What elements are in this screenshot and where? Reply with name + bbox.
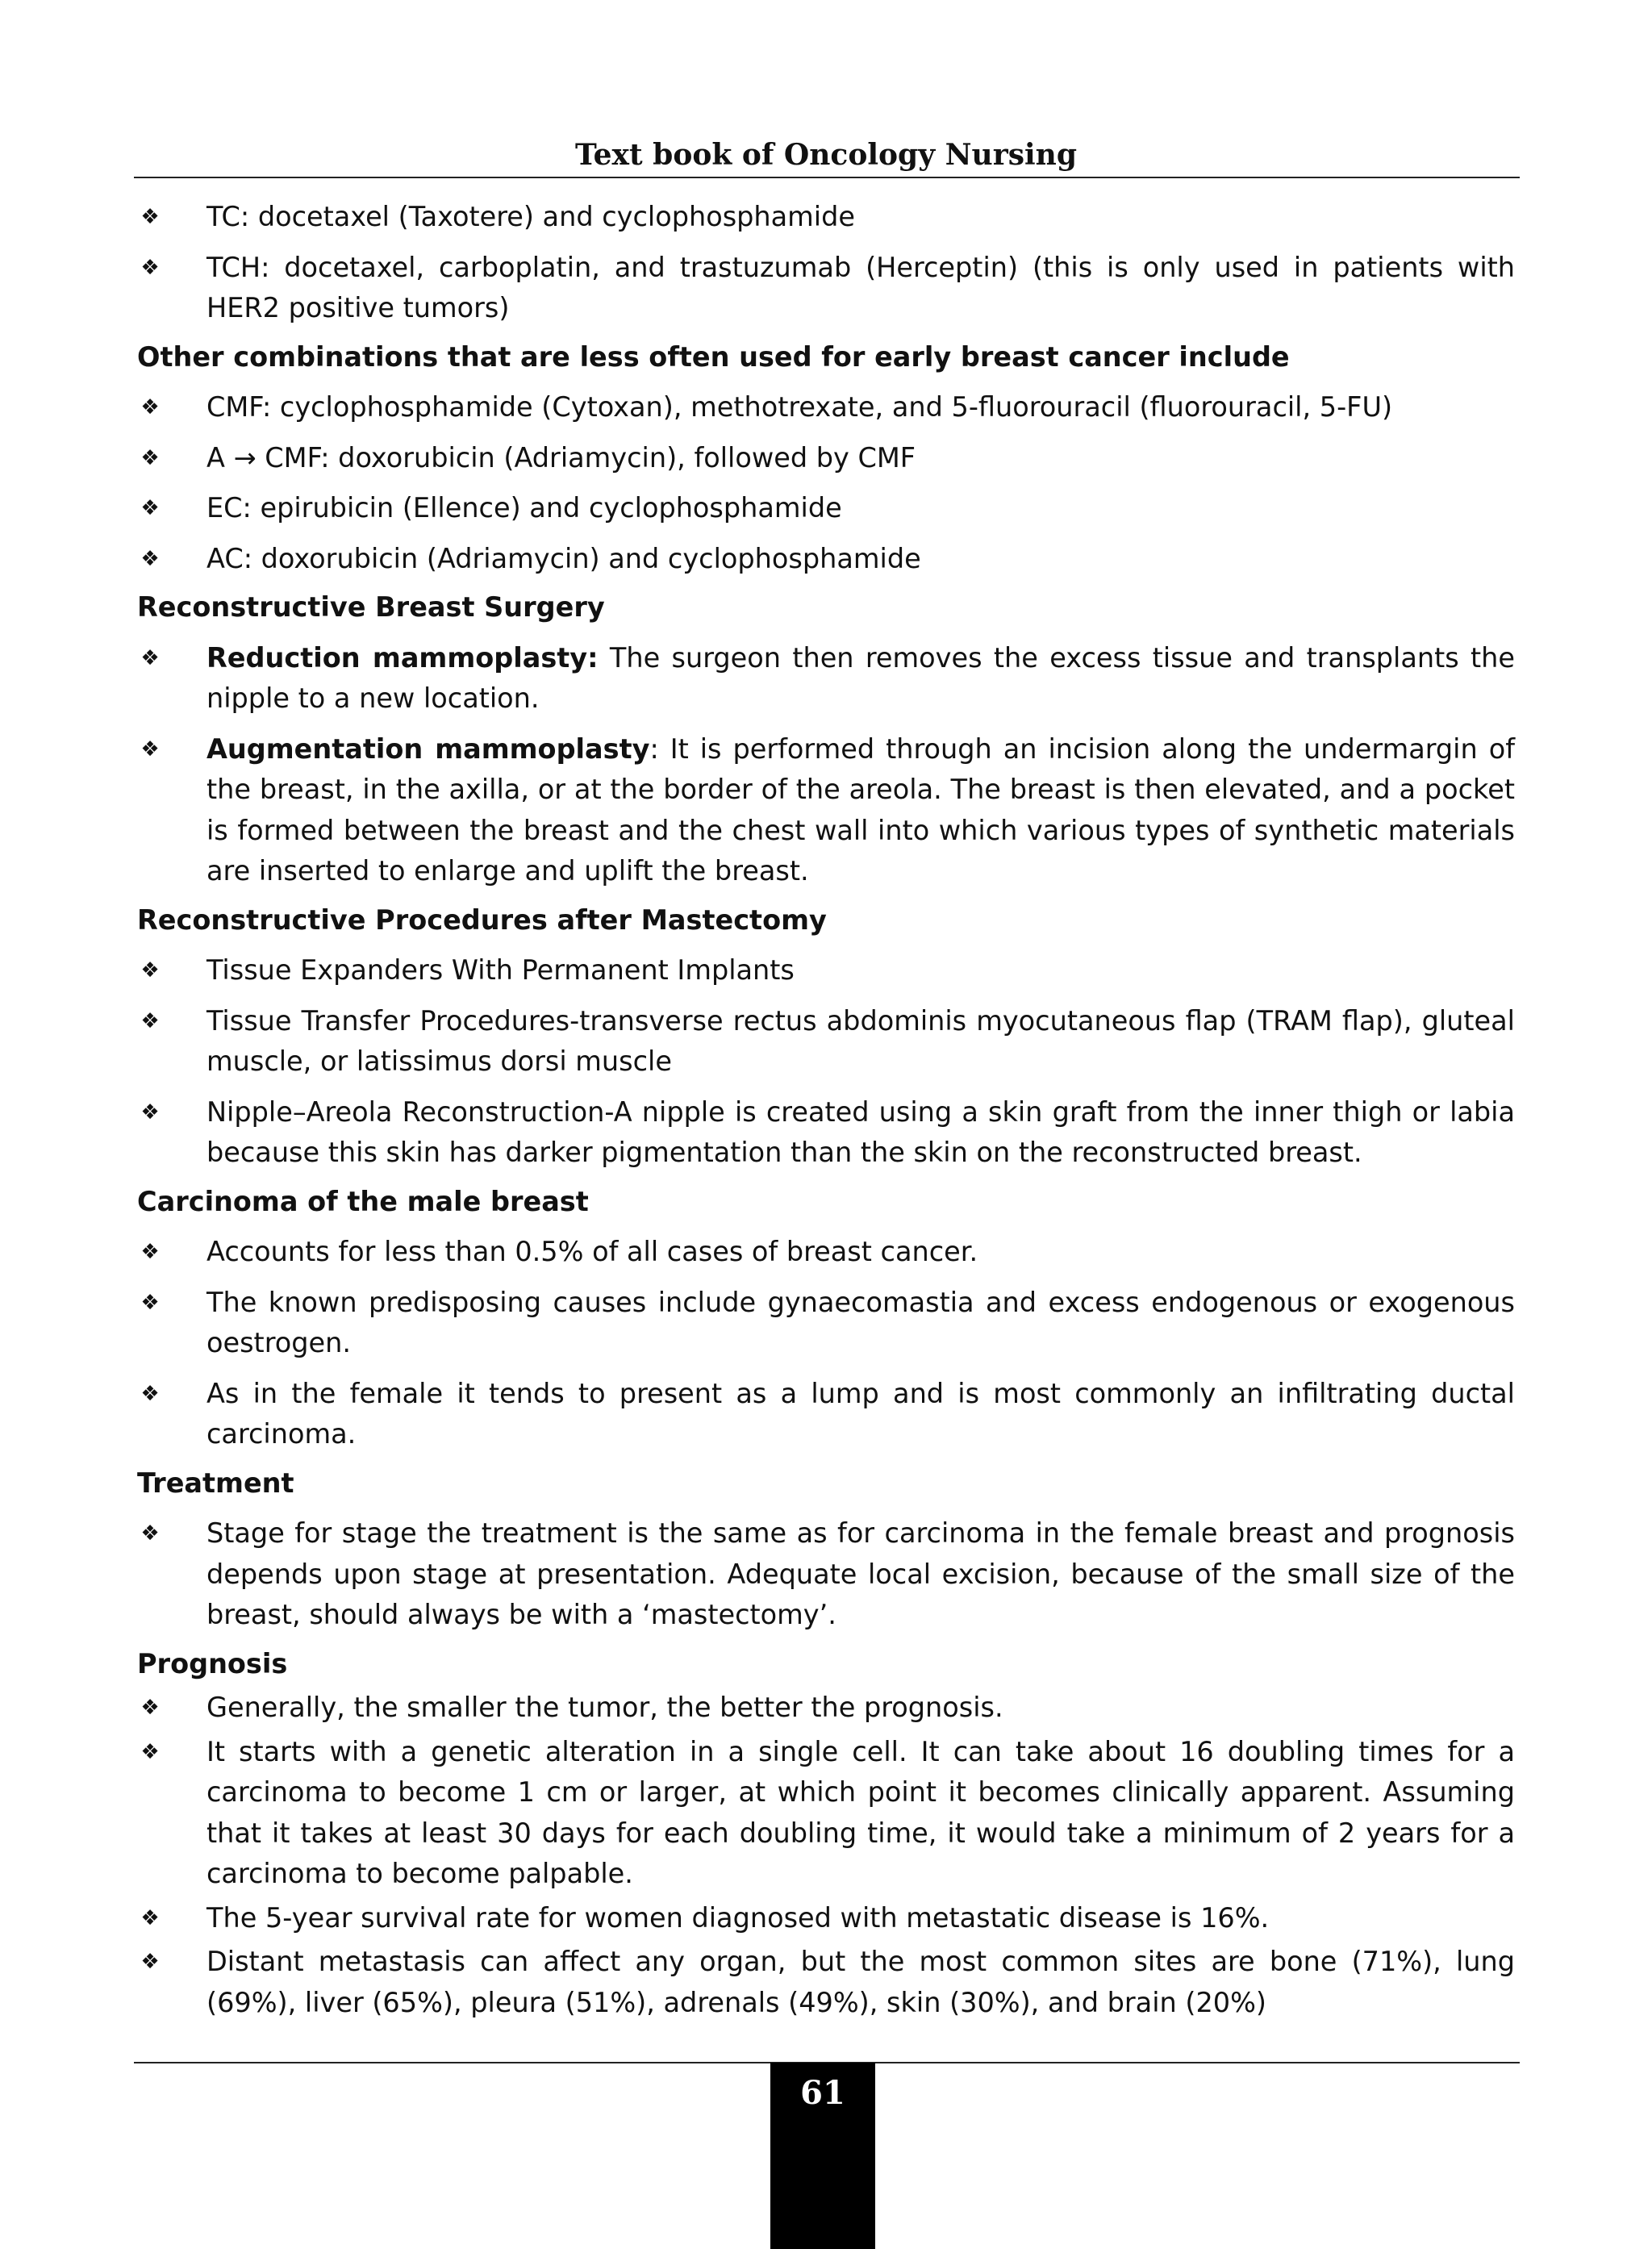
male-breast-list bbox=[137, 1232, 1515, 1455]
list-item: ❖ Generally, the smaller the tumor, the better the prognosis. bbox=[137, 1688, 1515, 1729]
page-number: 61 bbox=[800, 2074, 845, 2112]
diamond-bullet-icon: ❖ bbox=[140, 496, 160, 520]
treatment-list bbox=[137, 1513, 1515, 1636]
diamond-bullet-icon: ❖ bbox=[140, 205, 160, 229]
list-item: ❖ The 5-year survival rate for women diagnosed with metastatic disease is 16%. bbox=[137, 1898, 1515, 1939]
list-item: ❖ Tissue Expanders With Permanent Implants bbox=[137, 950, 1515, 991]
header-rule bbox=[134, 177, 1520, 178]
list-item: ❖ Distant metastasis can affect any organ, but the most common sites are bone (71%), lung (69%), liver (65%), pleura (51%), adrenals (49%), skin (30%), and brain (20%) bbox=[137, 1942, 1515, 2023]
section-heading-reconstructive-procedures: Reconstructive Procedures after Mastectomy bbox=[137, 903, 827, 936]
diamond-bullet-icon: ❖ bbox=[140, 1905, 160, 1930]
page-number-box bbox=[770, 2063, 875, 2249]
section-heading-treatment: Treatment bbox=[137, 1467, 294, 1499]
regimen-list-1 bbox=[137, 197, 1515, 329]
diamond-bullet-icon: ❖ bbox=[140, 1008, 160, 1033]
diamond-bullet-icon: ❖ bbox=[140, 1240, 160, 1264]
diamond-bullet-icon: ❖ bbox=[140, 736, 160, 761]
diamond-bullet-icon: ❖ bbox=[140, 1290, 160, 1315]
diamond-bullet-icon: ❖ bbox=[140, 958, 160, 983]
surgery-list bbox=[137, 638, 1515, 892]
diamond-bullet-icon: ❖ bbox=[140, 1739, 160, 1764]
diamond-bullet-icon: ❖ bbox=[140, 1696, 160, 1720]
diamond-bullet-icon: ❖ bbox=[140, 645, 160, 670]
regimen-list-2 bbox=[137, 387, 1515, 579]
list-item: ❖ Augmentation mammoplasty: It is performed through an incision along the undermargin of the breast, in the axilla, or at the border of the areola. The breast is then elevated, and a pocket is formed between the breast and the chest wall into which various types of synthetic materials are inserted to enlarge and uplift the breast. bbox=[137, 729, 1515, 892]
diamond-bullet-icon: ❖ bbox=[140, 1521, 160, 1546]
list-item: ❖ It starts with a genetic alteration in a single cell. It can take about 16 doubling times for a carcinoma to become 1 cm or larger, at which point it becomes clinically apparent. Assuming that it takes at least 30 days for each doubling time, it would take a minimum of 2 years for a carcinoma to become palpable. bbox=[137, 1732, 1515, 1895]
term-label: Reduction mammoplasty: bbox=[206, 641, 599, 674]
list-item: ❖ TCH: docetaxel, carboplatin, and trastuzumab (Herceptin) (this is only used in patients with HER2 positive tumors) bbox=[137, 248, 1515, 329]
list-item: ❖ Stage for stage the treatment is the same as for carcinoma in the female breast and prognosis depends upon stage at presentation. Adequate local excision, because of the small size of the breast, should always be with a ‘mastectomy’. bbox=[137, 1513, 1515, 1636]
section-heading-male-breast: Carcinoma of the male breast bbox=[137, 1185, 589, 1217]
prognosis-list bbox=[137, 1688, 1515, 2023]
list-item: ❖ TC: docetaxel (Taxotere) and cyclophosphamide bbox=[137, 197, 1515, 238]
list-item: ❖ EC: epirubicin (Ellence) and cyclophosphamide bbox=[137, 488, 1515, 529]
diamond-bullet-icon: ❖ bbox=[140, 445, 160, 470]
page-content bbox=[137, 187, 1515, 2023]
procedures-list bbox=[137, 950, 1515, 1174]
list-item: ❖ Nipple–Areola Reconstruction-A nipple is created using a skin graft from the inner thigh or labia because this skin has darker pigmentation than the skin on the reconstructed breast. bbox=[137, 1092, 1515, 1174]
list-item: ❖ A → CMF: doxorubicin (Adriamycin), followed by CMF bbox=[137, 438, 1515, 479]
section-heading-reconstructive-surgery: Reconstructive Breast Surgery bbox=[137, 591, 605, 623]
diamond-bullet-icon: ❖ bbox=[140, 1099, 160, 1124]
list-item: ❖ AC: doxorubicin (Adriamycin) and cyclophosphamide bbox=[137, 539, 1515, 580]
term-label: Augmentation mammoplasty bbox=[206, 732, 650, 765]
page-header-title: Text book of Oncology Nursing bbox=[574, 138, 1077, 172]
list-item: ❖ As in the female it tends to present as a lump and is most commonly an infiltrating ductal carcinoma. bbox=[137, 1374, 1515, 1455]
list-item: ❖ The known predisposing causes include gynaecomastia and excess endogenous or exogenous oestrogen. bbox=[137, 1283, 1515, 1364]
list-item: ❖ Accounts for less than 0.5% of all cases of breast cancer. bbox=[137, 1232, 1515, 1273]
diamond-bullet-icon: ❖ bbox=[140, 1950, 160, 1974]
list-item: ❖ Tissue Transfer Procedures-transverse rectus abdominis myocutaneous flap (TRAM flap), gluteal muscle, or latissimus dorsi muscle bbox=[137, 1001, 1515, 1083]
diamond-bullet-icon: ❖ bbox=[140, 1381, 160, 1406]
diamond-bullet-icon: ❖ bbox=[140, 255, 160, 280]
section-heading-other-combinations: Other combinations that are less often used for early breast cancer include bbox=[137, 340, 1290, 373]
list-item: ❖ Reduction mammoplasty: The surgeon then removes the excess tissue and transplants the nipple to a new location. bbox=[137, 638, 1515, 720]
list-item: ❖ CMF: cyclophosphamide (Cytoxan), methotrexate, and 5-fluorouracil (fluorouracil, 5-FU) bbox=[137, 387, 1515, 428]
diamond-bullet-icon: ❖ bbox=[140, 546, 160, 571]
diamond-bullet-icon: ❖ bbox=[140, 395, 160, 419]
section-heading-prognosis: Prognosis bbox=[137, 1647, 288, 1679]
